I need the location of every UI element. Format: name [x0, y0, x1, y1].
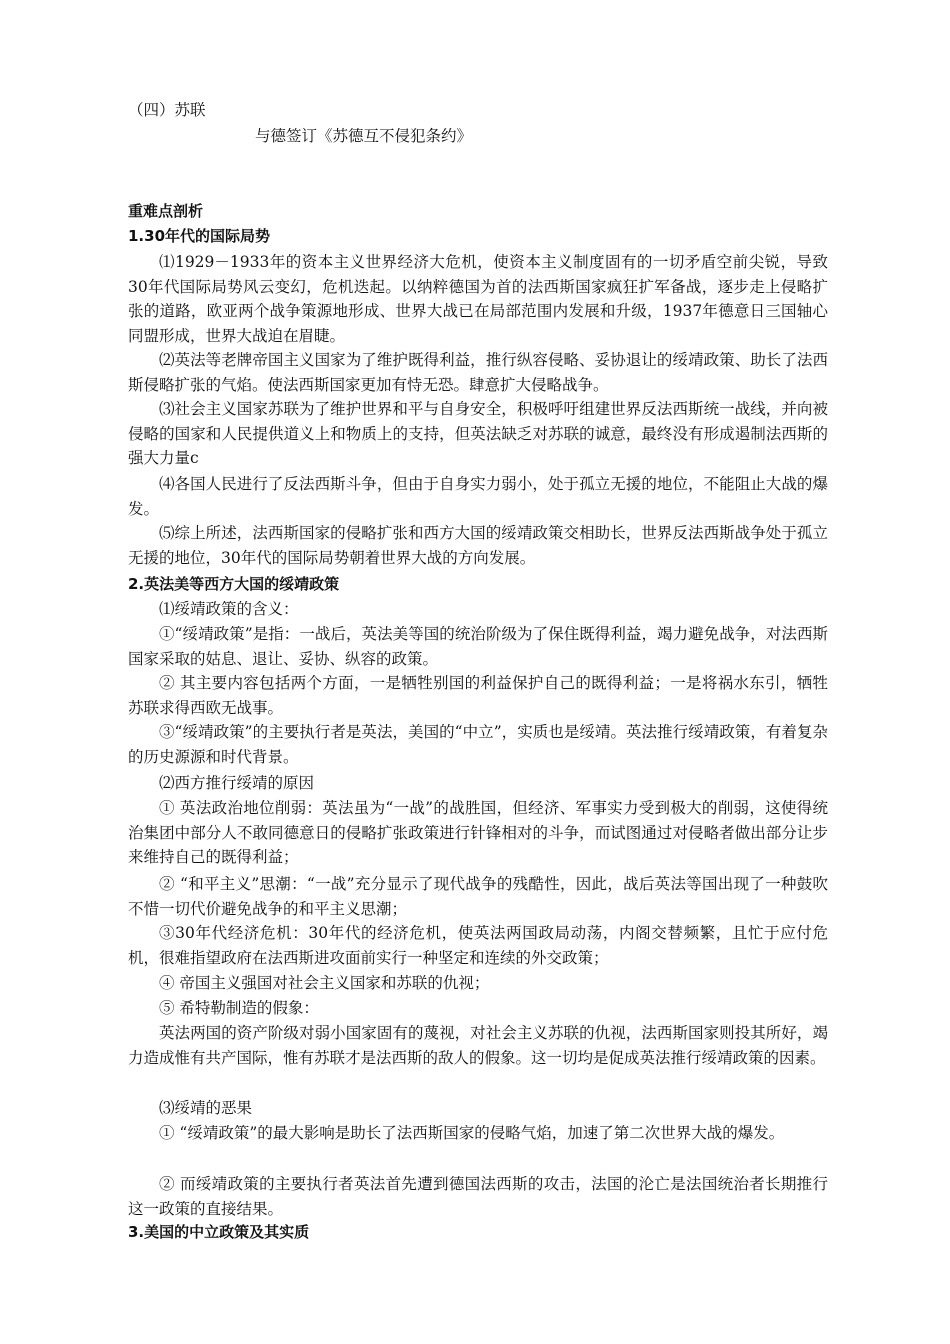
paragraph: ⑶社会主义国家苏联为了维护世界和平与自身安全，积极呼吁组建世界反法西斯统一战线，并向被侵略的国家和人民提供道义上和物质上的支持，但英法缺乏对苏联的诚意，最终没有形成遏制法西斯的强大力量c — [128, 400, 828, 468]
paragraph: ①“绥靖政策”是指：一战后，英法美等国的统治阶级为了保住既得利益，竭力避免战争，对法西斯国家采取的姑息、退让、妥协、纵容的政策。 — [128, 625, 828, 668]
paragraph: ④ 帝国主义强国对社会主义国家和苏联的仇视； — [159, 974, 490, 992]
paragraph: ⑷各国人民进行了反法西斯斗争，但由于自身实力弱小，处于孤立无援的地位，不能阻止大战的爆发。 — [128, 475, 828, 518]
paragraph: ⑴1929－1933年的资本主义世界经济大危机，使资本主义制度固有的一切矛盾空前尖锐，导致30年代国际局势风云变幻，危机迭起。以纳粹德国为首的法西斯国家疯狂扩军备战，逐步走上侵略扩张的道路，欧亚两个战争策源地形成、世界大战已在局部范围内发展和升级，1937年德意日三国轴心同盟形成，世界大战迫在眉睫。 — [128, 253, 828, 345]
treaty-note: 与德签订《苏德互不侵犯条约》 — [255, 127, 473, 145]
section-3-heading: 3.美国的中立政策及其实质 — [128, 1223, 310, 1241]
section-2-heading: 2.英法美等西方大国的绥靖政策 — [128, 575, 340, 593]
paragraph: ⑤ 希特勒制造的假象： — [159, 999, 319, 1017]
subheading: ⑶绥靖的恶果 — [159, 1099, 253, 1117]
subheading: ⑵西方推行绥靖的原因 — [159, 774, 315, 792]
paragraph: ② 其主要内容包括两个方面，一是牺牲别国的利益保护自己的既得利益；一是将祸水东引，牺牲苏联求得西欧无战事。 — [128, 674, 828, 717]
subheading: ⑴绥靖政策的含义： — [159, 600, 299, 618]
paragraph: ③“绥靖政策”的主要执行者是英法，美国的“中立”，实质也是绥靖。英法推行绥靖政策，有着复杂的历史源源和时代背景。 — [128, 723, 828, 766]
analysis-title: 重难点剖析 — [128, 202, 204, 220]
section-1-heading: 1.30年代的国际局势 — [128, 227, 271, 245]
paragraph: ② 而绥靖政策的主要执行者英法首先遭到德国法西斯的攻击，法国的沦亡是法国统治者长期推行这一政策的直接结果。 — [128, 1175, 828, 1218]
paragraph: ⑵英法等老牌帝国主义国家为了维护既得利益，推行纵容侵略、妥协退让的绥靖政策、助长了法西斯侵略扩张的气焰。使法西斯国家更加有恃无恐。肆意扩大侵略战争。 — [128, 351, 828, 394]
paragraph: ① 英法政治地位削弱：英法虽为“一战”的战胜国，但经济、军事实力受到极大的削弱，这使得统治集团中部分人不敢同德意日的侵略扩张政策进行针锋相对的斗争，而试图通过对侵略者做出部分让步来维持自己的既得利益； — [128, 799, 828, 867]
paragraph: ⑸综上所述，法西斯国家的侵略扩张和西方大国的绥靖政策交相助长，世界反法西斯战争处于孤立无援的地位，30年代的国际局势朝着世界大战的方向发展。 — [128, 524, 828, 567]
section-heading-ussr: （四）苏联 — [128, 101, 206, 119]
paragraph: 英法两国的资产阶级对弱小国家固有的蔑视，对社会主义苏联的仇视，法西斯国家则投其所好，竭力造成惟有共产国际，惟有苏联才是法西斯的敌人的假象。这一切均是促成英法推行绥靖政策的因素。 — [128, 1024, 828, 1067]
paragraph: ③30年代经济危机：30年代的经济危机，使英法两国政局动荡，内阁交替频繁，且忙于应付危机，很难指望政府在法西斯进攻面前实行一种坚定和连续的外交政策； — [128, 924, 828, 967]
paragraph: ① “绥靖政策”的最大影响是助长了法西斯国家的侵略气焰，加速了第二次世界大战的爆发。 — [159, 1124, 785, 1142]
paragraph: ② “和平主义”思潮：“一战”充分显示了现代战争的残酷性，因此，战后英法等国出现了一种鼓吹不惜一切代价避免战争的和平主义思潮； — [128, 875, 828, 918]
